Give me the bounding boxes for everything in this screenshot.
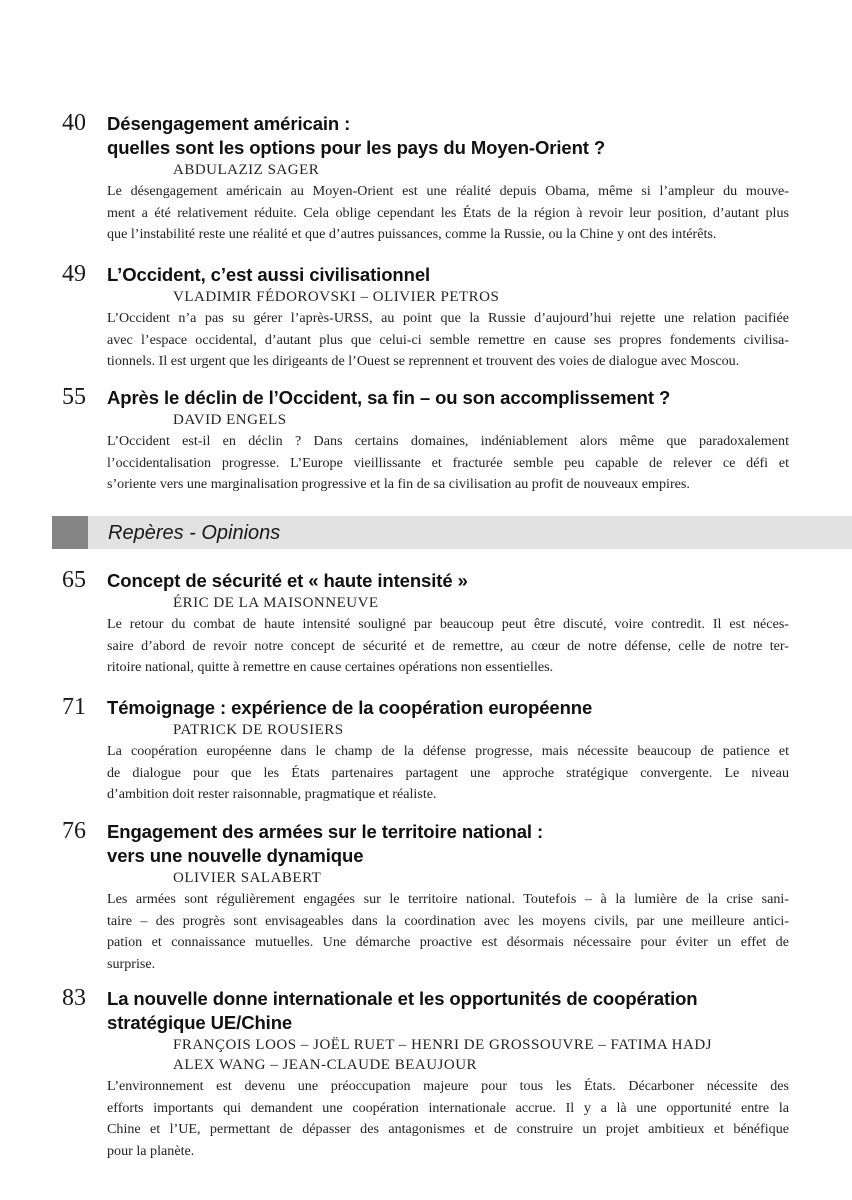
page-number: 55 xyxy=(62,384,86,410)
page-number: 49 xyxy=(62,261,86,287)
article-abstract: La coopération européenne dans le champ de la défense progresse, mais nécessite beaucoup de patience et de dialogue pour que les États partenaires partagent une approche stratégique convergente. Le niveau d’ambition doit rester raisonnable, pragmatique et réaliste. xyxy=(107,743,789,802)
toc-entry xyxy=(0,112,852,246)
article-title[interactable]: L’Occident, c’est aussi civilisationnel xyxy=(107,264,431,285)
article-title[interactable]: Témoignage : expérience de la coopération européenne xyxy=(107,697,593,718)
article-abstract: L’Occident est-il en déclin ? Dans certains domaines, indéniablement alors même que paradoxalement l’occidentalisation progresse. L’Europe vieillissante et fracturée semble peu capable de relever ce défi et s’oriente vers une marginalisation progressive et la fin de sa civilisation au profit de nouveaux empires. xyxy=(107,433,789,492)
article-title[interactable]: Engagement des armées sur le territoire national : vers une nouvelle dynamique xyxy=(107,821,544,866)
section-marker xyxy=(52,516,88,549)
article-authors: VLADIMIR FÉDOROVSKI – OLIVIER PETROS xyxy=(173,289,500,305)
toc-entry xyxy=(0,569,852,679)
article-abstract: L’Occident n’a pas su gérer l’après-URSS, au point que la Russie d’aujourd’hui rejette une relation pacifiée avec l’espace occidental, d’autant plus que celui-ci semble remettre en cause ses propres fondements civilisa- tionnels. Il est urgent que les dirigeants de l’Ouest se reprennent et trouvent des voies de dialogue avec Moscou. xyxy=(107,310,789,369)
article-authors: PATRICK DE ROUSIERS xyxy=(173,722,344,738)
article-title[interactable]: Après le déclin de l’Occident, sa fin – ou son accomplissement ? xyxy=(107,387,671,408)
article-authors: FRANÇOIS LOOS – JOËL RUET – HENRI DE GROSSOUVRE – FATIMA HADJ ALEX WANG – JEAN-CLAUDE BEAUJOUR xyxy=(173,1037,713,1073)
page-number: 71 xyxy=(62,694,86,720)
section-header xyxy=(52,516,852,549)
page-number: 65 xyxy=(62,567,86,593)
article-title[interactable]: Désengagement américain : quelles sont les options pour les pays du Moyen-Orient ? xyxy=(107,113,606,158)
article-authors: ABDULAZIZ SAGER xyxy=(173,162,320,178)
article-authors: DAVID ENGELS xyxy=(173,412,287,428)
toc-entry xyxy=(0,386,852,496)
page-number: 40 xyxy=(62,110,86,136)
page-number: 76 xyxy=(62,818,86,844)
article-authors: ÉRIC DE LA MAISONNEUVE xyxy=(173,595,379,611)
article-abstract: L’environnement est devenu une préoccupation majeure pour tous les États. Décarboner nécessite des efforts importants qui demandent une coopération internationale accrue. Il y a là une opportunité entre la Chine et l’UE, permettant de dépasser des antagonismes et de construire un projet ambitieux et bénéfique pour la planète. xyxy=(107,1078,789,1159)
toc-entry xyxy=(0,696,852,806)
toc-entry xyxy=(0,820,852,975)
toc-entry xyxy=(0,987,852,1162)
section-title: Repères - Opinions xyxy=(108,522,281,544)
article-abstract: Les armées sont régulièrement engagées sur le territoire national. Toutefois – à la lumière de la crise sani- taire – des progrès sont envisageables dans la coordination avec les moyens civils, par une meilleure antici- pation et connaissance mutuelles. Une démarche proactive est désormais nécessaire pour éviter un effet de surprise. xyxy=(107,891,789,972)
toc-entry xyxy=(0,263,852,373)
article-abstract: Le désengagement américain au Moyen-Orient est une réalité depuis Obama, même si l’ampleur du mouve- ment a été relativement réduite. Cela oblige cependant les États de la région à revoir leur position, d’autant plus que l’instabilité reste une réalité et que d’autres puissances, comme la Russie, ou la Chine y ont des intérêts. xyxy=(107,183,789,242)
article-title[interactable]: La nouvelle donne internationale et les opportunités de coopération stratégique UE/Chine xyxy=(107,988,698,1033)
article-abstract: Le retour du combat de haute intensité souligné par beaucoup peut être discuté, voire contredit. Il est néces- saire d’abord de revoir notre concept de sécurité et de remettre, au cœur de notre défense, celle de notre ter- ritoire national, quitte à remettre en cause certaines opérations non essentielles. xyxy=(107,616,789,675)
article-title[interactable]: Concept de sécurité et « haute intensité » xyxy=(107,570,468,591)
article-authors: OLIVIER SALABERT xyxy=(173,870,322,886)
page-number: 83 xyxy=(62,985,86,1011)
